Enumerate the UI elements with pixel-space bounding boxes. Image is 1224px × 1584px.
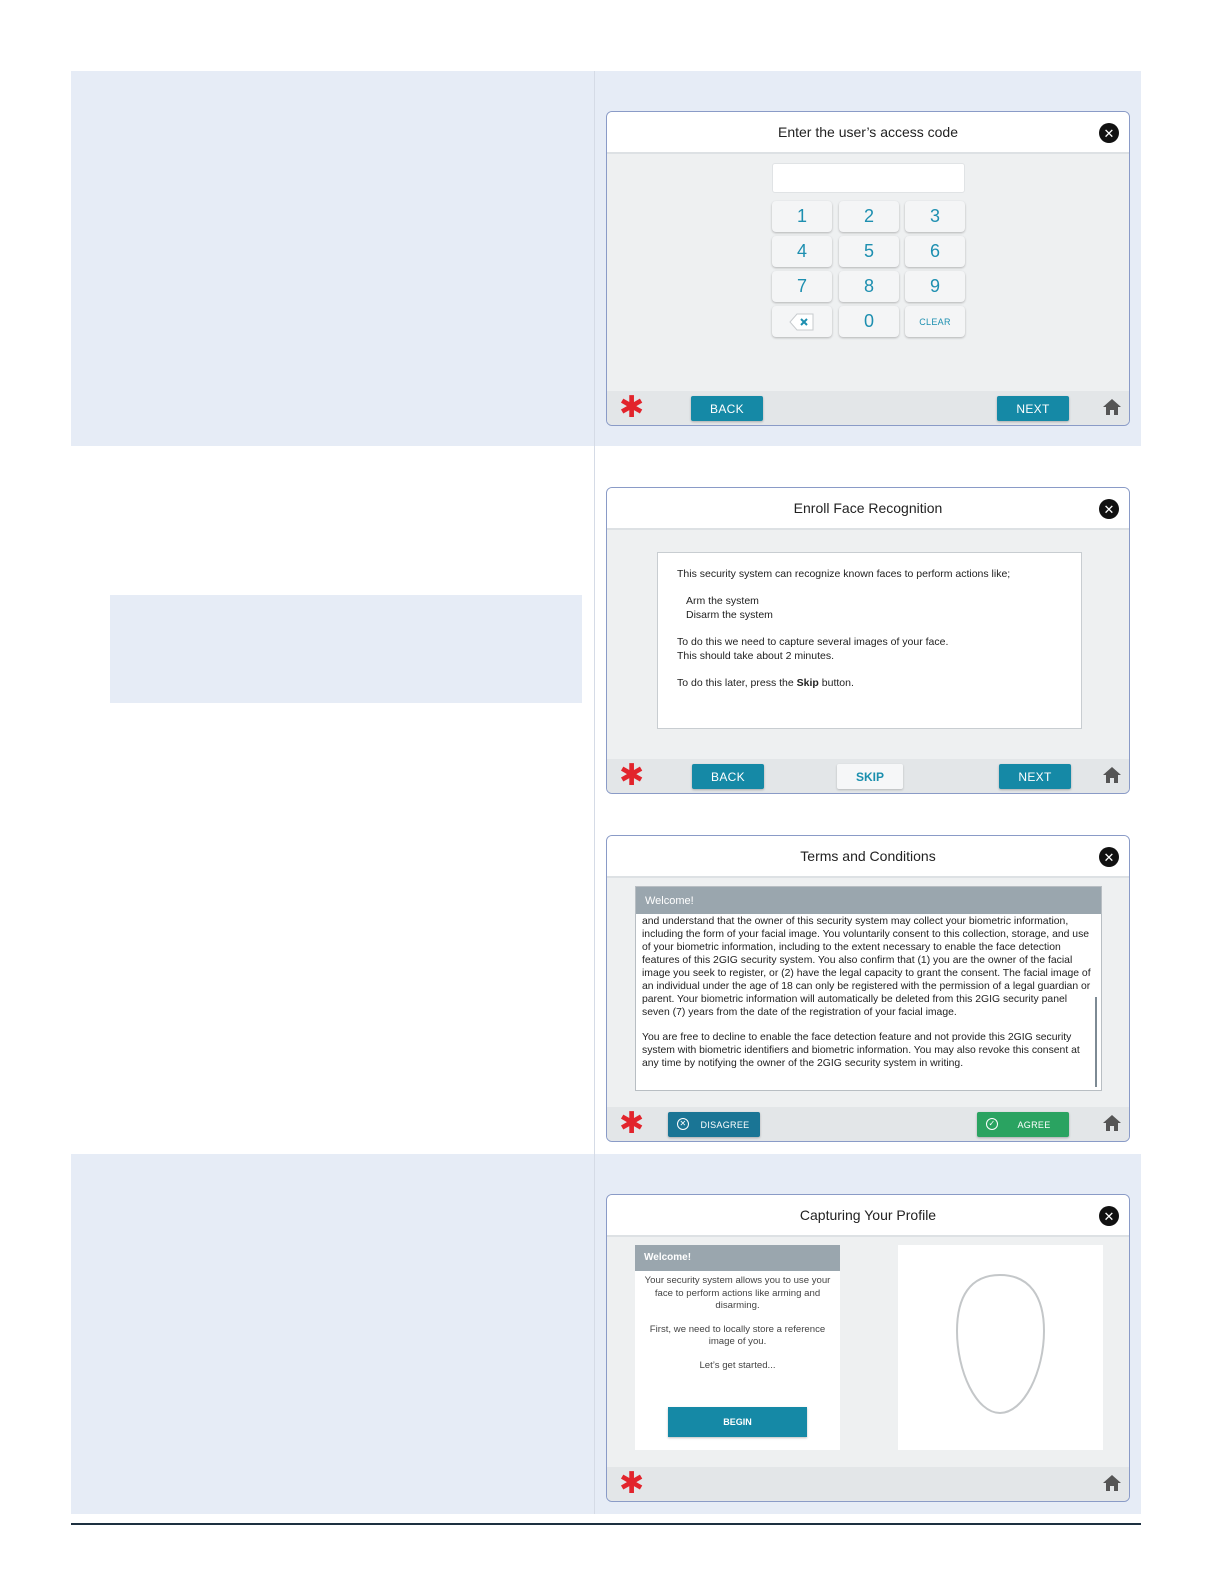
key-1[interactable]: 1 [772, 201, 832, 232]
actions-list [677, 594, 1062, 622]
footer-rule [71, 1523, 1141, 1525]
screen-title: Enter the user’s access code [777, 124, 959, 140]
welcome-body [635, 1271, 840, 1372]
capture-profile-screen [606, 1194, 1130, 1502]
next-button[interactable]: NEXT [997, 396, 1069, 421]
screen-footer [607, 391, 1129, 425]
key-4[interactable]: 4 [772, 236, 832, 267]
face-outline-icon [898, 1245, 1103, 1450]
welcome-text-1: Your security system allows you to use your face to perform actions like arming and disarming. [644, 1275, 831, 1311]
later-note [677, 676, 1062, 690]
agree-label: AGREE [1017, 1119, 1051, 1130]
later-suffix: button. [818, 677, 854, 689]
terms-text [636, 914, 1101, 1070]
later-bold: Skip [796, 677, 819, 689]
screen-header [607, 1195, 1129, 1237]
column-divider [594, 71, 595, 1514]
close-icon[interactable]: ✕ [1099, 847, 1119, 867]
welcome-card [635, 1245, 840, 1450]
face-preview [898, 1245, 1103, 1450]
home-icon[interactable] [1102, 1473, 1122, 1493]
capture-line-1: To do this we need to capture several images of your face. [677, 636, 949, 648]
terms-header: Welcome! [636, 887, 1101, 914]
skip-button[interactable]: SKIP [837, 764, 903, 789]
screen-footer [607, 759, 1129, 793]
key-9[interactable]: 9 [905, 271, 965, 302]
screen-title: Terms and Conditions [800, 848, 936, 864]
welcome-text-2: First, we need to locally store a reference image of you. [649, 1323, 826, 1347]
close-icon[interactable]: ✕ [1099, 123, 1119, 143]
welcome-header: Welcome! [635, 1245, 840, 1271]
back-button[interactable]: BACK [692, 764, 764, 789]
action-item: Arm the system [686, 595, 759, 607]
home-icon[interactable] [1102, 397, 1122, 417]
back-button[interactable]: BACK [691, 396, 763, 421]
key-6[interactable]: 6 [905, 236, 965, 267]
terms-paragraph-2: You are free to decline to enable the face detection feature and not provide this 2GIG security system with biometric identifiers and biometric information. You may also revoke this consent at any time by notifying the owner of the 2GIG security system in writing. [642, 1032, 1080, 1069]
next-button[interactable]: NEXT [999, 764, 1071, 789]
circle-check-icon: ✓ [986, 1118, 998, 1130]
key-8[interactable]: 8 [839, 271, 899, 302]
disagree-label: DISAGREE [700, 1119, 750, 1130]
backspace-key[interactable] [772, 306, 832, 337]
key-5[interactable]: 5 [839, 236, 899, 267]
screen-footer [607, 1467, 1129, 1501]
close-icon[interactable]: ✕ [1099, 1206, 1119, 1226]
screen-header [607, 836, 1129, 878]
note-box [110, 595, 582, 703]
screen-title: Capturing Your Profile [799, 1207, 937, 1223]
enroll-info-box [657, 552, 1082, 729]
asterisk-icon[interactable]: ✱ [619, 759, 645, 792]
screen-header [607, 112, 1129, 154]
enroll-face-screen [606, 487, 1130, 794]
home-icon[interactable] [1102, 765, 1122, 785]
later-prefix: To do this later, press the [677, 677, 797, 689]
close-icon[interactable]: ✕ [1099, 499, 1119, 519]
key-2[interactable]: 2 [839, 201, 899, 232]
asterisk-icon[interactable]: ✱ [619, 1467, 645, 1500]
disagree-button[interactable] [668, 1112, 760, 1137]
circle-x-icon: ✕ [677, 1118, 689, 1130]
enroll-intro: This security system can recognize known faces to perform actions like; [677, 568, 1011, 580]
action-item: Disarm the system [686, 609, 773, 621]
begin-button[interactable]: BEGIN [668, 1407, 807, 1437]
home-icon[interactable] [1102, 1113, 1122, 1133]
clear-key[interactable]: CLEAR [905, 306, 965, 337]
access-code-screen [606, 111, 1130, 426]
asterisk-icon[interactable]: ✱ [619, 1107, 645, 1140]
key-7[interactable]: 7 [772, 271, 832, 302]
access-code-field[interactable] [772, 163, 965, 193]
agree-button[interactable] [977, 1112, 1069, 1137]
screen-footer [607, 1107, 1129, 1141]
scrollbar[interactable] [1095, 997, 1097, 1087]
terms-paragraph-1: and understand that the owner of this security system may collect your biometric information, including the form of your facial image. You voluntarily consent to this collection, storage, and use of your biometric information, including to the extent necessary to enable the face detection features of this 2GIG security system. You also confirm that (1) you are the owner of the facial image you seek to register, or (2) have the legal capacity to grant the consent. The facial image of an individual under the age of 18 can only be registered with the permission of a legal guardian or parent. Your biometric information will automatically be deleted from this 2GIG security panel seven (7) years from the date of the registration of your facial image. [642, 916, 1091, 1018]
key-3[interactable]: 3 [905, 201, 965, 232]
capture-note [677, 635, 1062, 663]
terms-scroll-box[interactable] [635, 886, 1102, 1091]
asterisk-icon[interactable]: ✱ [619, 391, 645, 424]
backspace-icon [789, 313, 815, 331]
screen-header [607, 488, 1129, 530]
welcome-text-3: Let’s get started... [699, 1359, 776, 1371]
screen-title: Enroll Face Recognition [793, 500, 943, 516]
key-0[interactable]: 0 [839, 306, 899, 337]
terms-screen [606, 835, 1130, 1142]
capture-line-2: This should take about 2 minutes. [677, 650, 835, 662]
